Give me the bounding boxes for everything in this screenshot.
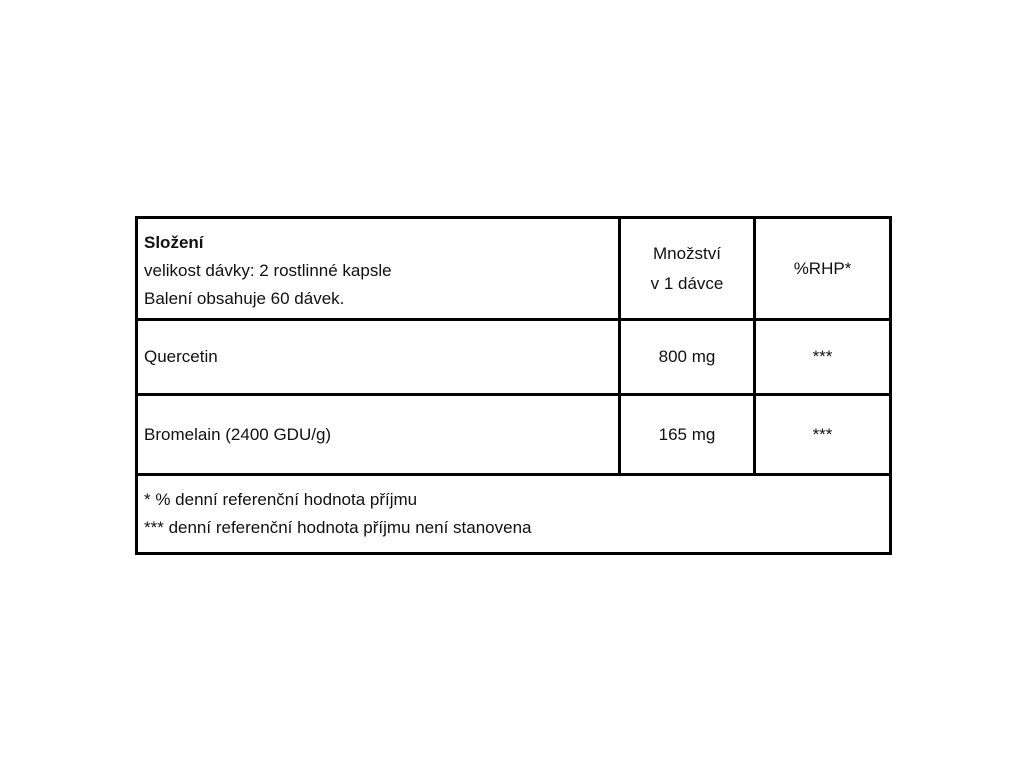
amount-header-cell bbox=[620, 218, 755, 320]
footnote-rhp: * % denní referenční hodnota příjmu bbox=[144, 490, 418, 509]
footnote-not-established: *** denní referenční hodnota příjmu není stanovena bbox=[144, 518, 532, 537]
footnote-cell bbox=[137, 475, 891, 554]
ingredient-amount: 800 mg bbox=[658, 347, 716, 366]
footnote-row bbox=[137, 475, 891, 554]
rhp-cell bbox=[755, 395, 891, 475]
rhp-header: %RHP* bbox=[793, 258, 852, 278]
composition-title: Složení bbox=[144, 233, 204, 252]
ingredient-name: Bromelain (2400 GDU/g) bbox=[144, 424, 332, 444]
amount-header-line2: v 1 dávce bbox=[650, 273, 724, 293]
composition-table bbox=[135, 216, 892, 555]
amount-header-line1: Množství bbox=[652, 243, 722, 263]
serving-size-text: velikost dávky: 2 rostlinné kapsle bbox=[144, 261, 392, 280]
package-info-text: Balení obsahuje 60 dávek. bbox=[144, 289, 345, 308]
ingredient-rhp: *** bbox=[812, 347, 833, 366]
amount-cell bbox=[620, 395, 755, 475]
ingredient-amount: 165 mg bbox=[658, 424, 716, 444]
rhp-header-cell bbox=[755, 218, 891, 320]
table-row bbox=[137, 320, 891, 395]
ingredient-name: Quercetin bbox=[144, 347, 218, 366]
ingredient-cell bbox=[137, 395, 620, 475]
amount-cell bbox=[620, 320, 755, 395]
table-header-row bbox=[137, 218, 891, 320]
ingredient-cell bbox=[137, 320, 620, 395]
ingredient-rhp: *** bbox=[812, 424, 833, 444]
table-row bbox=[137, 395, 891, 475]
composition-header-cell bbox=[137, 218, 620, 320]
rhp-cell bbox=[755, 320, 891, 395]
